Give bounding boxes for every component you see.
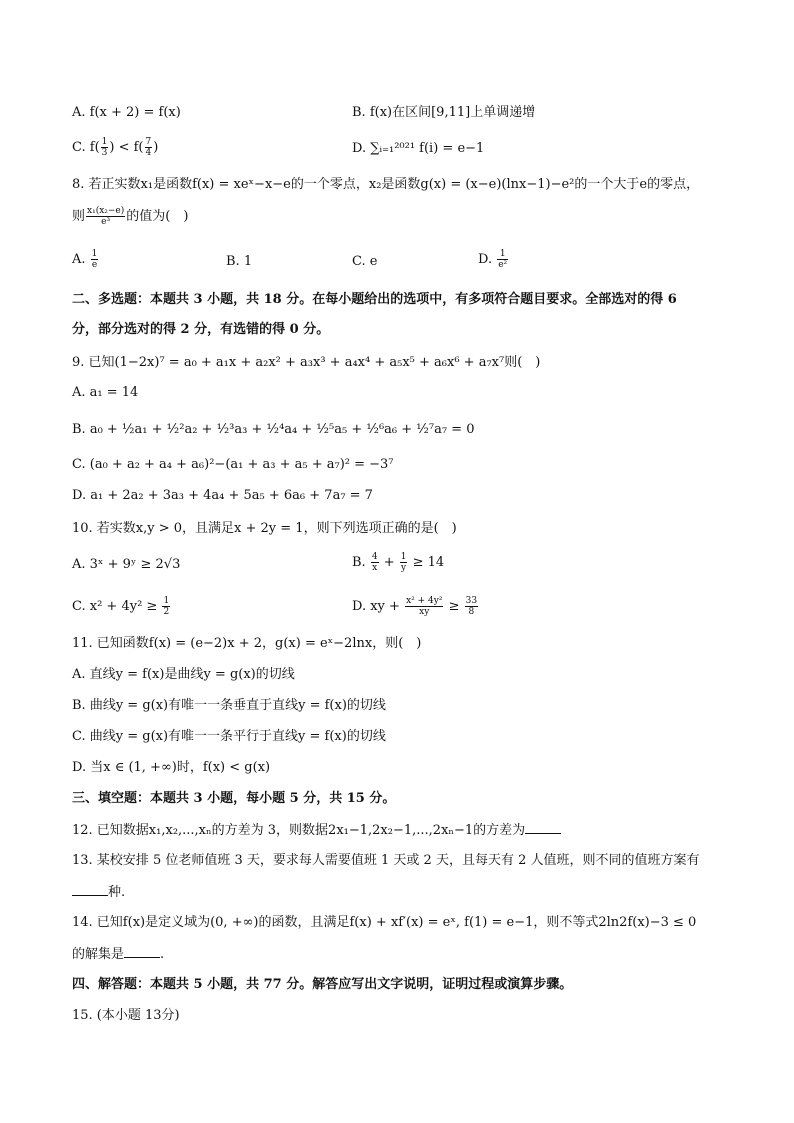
q11-option-d: D. 当x ∈ (1, +∞)时，f(x) < g(x) xyxy=(72,760,271,775)
q7-option-b: B. f(x)在区间[9,11]上单调递增 xyxy=(352,105,536,120)
q8-fraction xyxy=(86,206,125,227)
q8-option-c: C. e xyxy=(352,254,378,269)
frac-numerator: 1 xyxy=(91,249,98,259)
q10-d-fraction-2 xyxy=(465,596,478,617)
q9-option-b: B. a₀ + ½a₁ + ¹⁄₂²a₂ + ¹⁄₂³a₃ + ¹⁄₂⁴a₄ + ¹⁄₂⁵a₅ + ¹⁄₂⁶a₆ + ¹⁄₂⁷a₇ = 0 xyxy=(72,422,475,437)
q14-line2 xyxy=(72,945,164,964)
q8-stem2-suffix: 的值为( ) xyxy=(126,209,189,224)
q9-option-c: C. (a₀ + a₂ + a₄ + a₆)²−(a₁ + a₃ + a₅ + a₇)² = −3⁷ xyxy=(72,457,394,472)
frac-denominator: y xyxy=(401,563,407,573)
q9-option-d: D. a₁ + 2a₂ + 3a₃ + 4a₄ + 5a₅ + 6a₆ + 7a₇ = 7 xyxy=(72,488,373,503)
q10-option-a: A. 3ˣ + 9ʸ ≥ 2√3 xyxy=(72,557,181,572)
q10-c-fraction xyxy=(162,596,170,617)
frac-numerator: 1 xyxy=(163,596,170,606)
frac-numerator: 4 xyxy=(371,552,378,562)
q8-d-prefix: D. xyxy=(478,252,497,267)
q10-stem: 10. 若实数x,y > 0，且满足x + 2y = 1，则下列选项正确的是( ) xyxy=(72,521,457,536)
q10-d-fraction-1 xyxy=(405,596,443,617)
q8-a-prefix: A. xyxy=(72,252,90,267)
q10-b-middle: + xyxy=(379,555,399,570)
q10-b-suffix: ≥ 14 xyxy=(408,555,445,570)
section2-heading-line1: 二、多选题：本题共 3 小题，共 18 分。在每小题给出的选项中，有多项符合题目要求。全部选对的得 6 xyxy=(72,292,677,307)
q13-line1: 13. 某校安排 5 位老师值班 3 天，要求每人需要值班 1 天或 2 天，且每天有 2 人值班，则不同的值班方案有 xyxy=(72,853,700,868)
q8-option-a xyxy=(72,249,99,270)
q9-stem: 9. 已知(1−2x)⁷ = a₀ + a₁x + a₂x² + a₃x³ + a₄x⁴ + a₅x⁵ + a₆x⁶ + a₇x⁷则( ) xyxy=(72,355,541,370)
section2-heading-line2: 分，部分选对的得 2 分，有选错的得 0 分。 xyxy=(72,322,330,337)
frac-numerator: 1 xyxy=(101,137,108,147)
q7-c-middle: < f xyxy=(114,140,139,155)
q10-option-b xyxy=(352,552,444,573)
frac-denominator: xy xyxy=(419,607,430,617)
q11-option-a: A. 直线y = f(x)是曲线y = g(x)的切线 xyxy=(72,667,295,682)
q13-suffix: 种. xyxy=(108,885,126,900)
q10-b-prefix: B. xyxy=(352,555,370,570)
q10-d-middle: ≥ xyxy=(444,599,464,614)
frac-numerator: 1 xyxy=(400,552,407,562)
q10-c-prefix: C. x² + 4y² ≥ xyxy=(72,599,162,614)
paren-left: ( xyxy=(94,140,100,155)
answer-blank[interactable] xyxy=(124,945,160,958)
section3-heading: 三、填空题：本题共 3 小题，每小题 5 分，共 15 分。 xyxy=(72,791,396,806)
frac-numerator: 33 xyxy=(465,596,478,606)
q8-option-b: B. 1 xyxy=(226,254,253,269)
q14-prefix: 的解集是 xyxy=(72,947,125,962)
q7-c-fraction-2 xyxy=(145,137,153,158)
q7-option-c xyxy=(72,137,158,158)
frac-denominator: e² xyxy=(498,260,508,270)
q9-option-a: A. a₁ = 14 xyxy=(72,385,139,400)
paren-right: ) xyxy=(109,140,115,155)
q8-stem2-prefix: 则 xyxy=(72,209,86,224)
q8-a-fraction xyxy=(91,249,99,270)
paren-right: ) xyxy=(153,140,159,155)
q11-stem: 11. 已知函数f(x) = (e−2)x + 2，g(x) = eˣ−2lnx，则( ) xyxy=(72,636,422,651)
q14-suffix: . xyxy=(160,947,165,962)
frac-numerator: 7 xyxy=(145,137,152,147)
q8-d-fraction xyxy=(497,249,508,270)
frac-denominator: 3 xyxy=(101,148,108,158)
frac-denominator: 4 xyxy=(145,148,152,158)
frac-denominator: 2 xyxy=(163,607,170,617)
q10-option-c xyxy=(72,596,171,617)
frac-denominator: e xyxy=(91,260,98,270)
answer-blank[interactable] xyxy=(525,821,561,834)
q7-option-d: D. ∑ᵢ₌₁²⁰²¹ f(i) = e−1 xyxy=(352,141,485,156)
q12-text: 12. 已知数据x₁,x₂,...,xₙ的方差为 3，则数据2x₁−1,2x₂−1,...,2xₙ−1的方差为 xyxy=(72,823,526,838)
q7-option-a: A. f(x + 2) = f(x) xyxy=(72,105,181,120)
answer-blank[interactable] xyxy=(72,883,108,896)
frac-denominator: 8 xyxy=(468,607,475,617)
q8-stem: 8. 若正实数x₁是函数f(x) = xeˣ−x−e的一个零点，x₂是函数g(x) = (x−e)(lnx−1)−e²的一个大于e的零点， xyxy=(72,177,700,192)
q14-line1: 14. 已知f(x)是定义域为(0, +∞)的函数，且满足f(x) + xf′(x) = eˣ, f(1) = e−1，则不等式2ln2f(x)−3 ≤ 0 xyxy=(72,915,697,930)
q11-option-c: C. 曲线y = g(x)有唯一一条平行于直线y = f(x)的切线 xyxy=(72,729,386,744)
q8-stem-line2 xyxy=(72,206,188,227)
frac-numerator: x₁(x₂−e) xyxy=(87,206,125,216)
q12-line xyxy=(72,821,561,840)
q13-line2 xyxy=(72,883,125,902)
frac-denominator: e³ xyxy=(101,217,111,227)
frac-denominator: x xyxy=(372,563,378,573)
q10-b-fraction-2 xyxy=(400,552,408,573)
frac-numerator: 1 xyxy=(497,249,508,260)
q10-d-prefix: D. xy + xyxy=(352,599,405,614)
q11-option-b: B. 曲线y = g(x)有唯一一条垂直于直线y = f(x)的切线 xyxy=(72,698,386,713)
q10-option-d xyxy=(352,596,479,617)
paren-left: ( xyxy=(138,140,144,155)
q7-c-prefix: C. f xyxy=(72,140,95,155)
q8-option-d xyxy=(478,249,509,270)
q10-b-fraction-1 xyxy=(371,552,379,573)
frac-numerator: x² + 4y² xyxy=(406,596,443,606)
q7-c-fraction-1 xyxy=(101,137,109,158)
section4-heading: 四、解答题：本题共 5 小题，共 77 分。解答应写出文字说明，证明过程或演算步骤。 xyxy=(72,977,573,992)
q15-header: 15. (本小题 13分) xyxy=(72,1008,180,1023)
